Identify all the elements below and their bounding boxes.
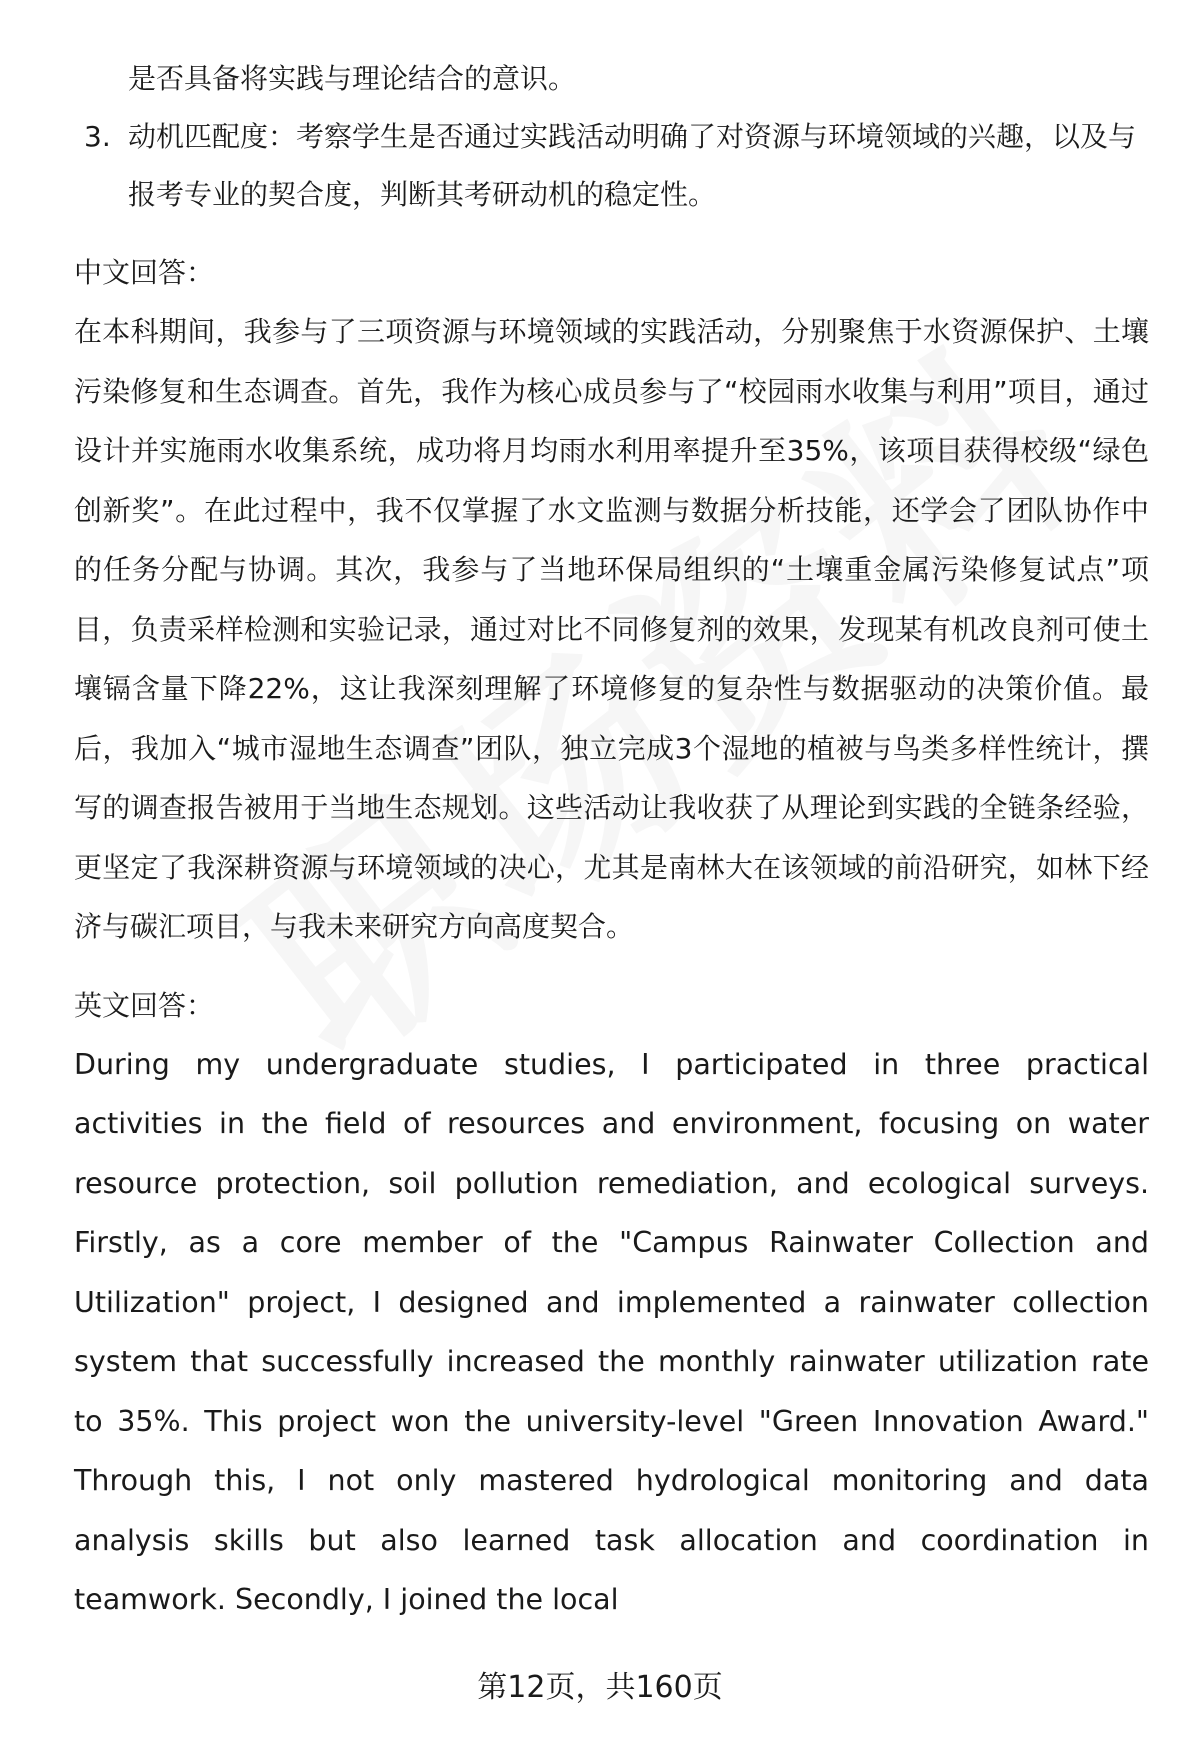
english-answer-heading: 英文回答： <box>74 988 215 1022</box>
page-number-footer: 第12页，共160页 <box>477 1670 723 1705</box>
page-content <box>74 50 1149 1630</box>
list-item-3 <box>74 108 1149 224</box>
english-answer-paragraph: During my undergraduate studies, I participated in three practical activities in the field of resources and environment, focusing on water resource protection, soil pollution remediation, and ecological surveys. Firstly, as a core member of the "Campus Rainwater Collection and Utilization" project, I designed and implemented a rainwater collection system that successfully increased the monthly rainwater utilization rate to 35%. This project won the university-level "Green Innovation Award." Through this, I not only mastered hydrological monitoring and data analysis skills but also learned task allocation and coordination in teamwork. Secondly, I joined the local <box>74 1047 1149 1616</box>
list-number: 3. <box>84 120 111 153</box>
list-item-text: 动机匹配度：考察学生是否通过实践活动明确了对资源与环境领域的兴趣，以及与报考专业的契合度，判断其考研动机的稳定性。 <box>128 120 1137 211</box>
list-item-continuation: 是否具备将实践与理论结合的意识。 <box>128 62 577 95</box>
chinese-answer-heading: 中文回答： <box>74 256 215 289</box>
chinese-answer-paragraph: 在本科期间，我参与了三项资源与环境领域的实践活动，分别聚焦于水资源保护、土壤污染修复和生态调查。首先，我作为核心成员参与了“校园雨水收集与利用”项目，通过设计并实施雨水收集系统，成功将月均雨水利用率提升至35%，该项目获得校级“绿色创新奖”。在此过程中，我不仅掌握了水文监测与数据分析技能，还学会了团队协作中的任务分配与协调。其次，我参与了当地环保局组织的“土壤重金属污染修复试点”项目，负责采样检测和实验记录，通过对比不同修复剂的效果，发现某有机改良剂可使土壤镉含量下降22%，这让我深刻理解了环境修复的复杂性与数据驱动的决策价值。最后，我加入“城市湿地生态调查”团队，独立完成3个湿地的植被与鸟类多样性统计，撰写的调查报告被用于当地生态规划。这些活动让我收获了从理论到实践的全链条经验，更坚定了我深耕资源与环境领域的决心，尤其是南林大在该领域的前沿研究，如林下经济与碳汇项目，与我未来研究方向高度契合。 <box>74 315 1149 943</box>
